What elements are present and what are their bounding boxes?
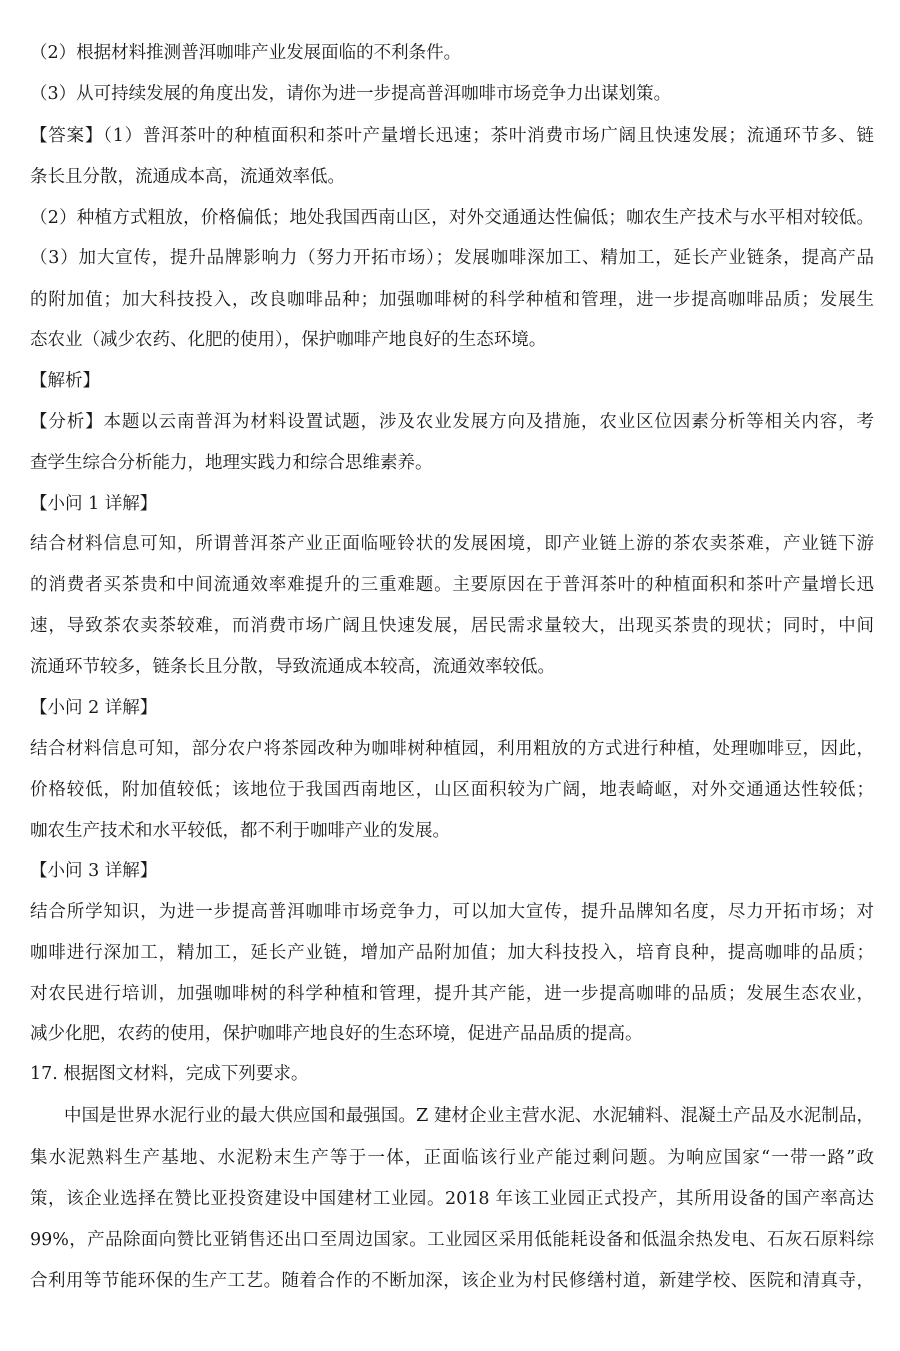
detail-3-line: 减少化肥，农药的使用，保护咖啡产地良好的生态环境，促进产品品质的提高。 xyxy=(30,1024,643,1044)
detail-2-line: 价格较低，附加值较低；该地位于我国西南地区，山区面积较为广阔，地表崎岖，对外交通通达性较低； xyxy=(30,780,874,800)
detail-3-heading: 【小问 3 详解】 xyxy=(30,861,158,881)
detail-2-heading: 【小问 2 详解】 xyxy=(30,698,158,718)
detail-3-line: 咖啡进行深加工，精加工，延长产业链，增加产品附加值；加大科技投入，培育良种，提高咖啡的品质； xyxy=(30,943,874,963)
answer-line: 态农业（减少农药、化肥的使用），保护咖啡产地良好的生态环境。 xyxy=(30,330,547,350)
detail-3-line: 结合所学知识，为进一步提高普洱咖啡市场竞争力，可以加大宣传，提升品牌知名度，尽力开拓市场；对 xyxy=(30,902,874,922)
detail-1-line: 结合材料信息可知，所谓普洱茶产业正面临哑铃状的发展困境，即产业链上游的茶农卖茶难，产业链下游 xyxy=(30,534,874,554)
material-line: 99%，产品除面向赞比亚销售还出口至周边国家。工业园区采用低能耗设备和低温余热发电、石灰石原料综 xyxy=(30,1230,874,1250)
analysis-heading: 【解析】 xyxy=(30,371,100,391)
question-17-title: 17. 根据图文材料，完成下列要求。 xyxy=(30,1064,309,1084)
detail-1-line: 的消费者买茶贵和中间流通效率难提升的三重难题。主要原因在于普洱茶叶的种植面积和茶叶产量增长迅 xyxy=(30,575,874,595)
material-line: 合利用等节能环保的生产工艺。随着合作的不断加深，该企业为村民修缮村道，新建学校、医院和清真寺， xyxy=(30,1271,874,1291)
material-line: 策，该企业选择在赞比亚投资建设中国建材工业园。2018 年该工业园正式投产，其所用设备的国产率高达 xyxy=(30,1189,874,1209)
answer-line: 【答案】（1）普洱茶叶的种植面积和茶叶产量增长迅速；茶叶消费市场广阔且快速发展；流通环节多、链 xyxy=(30,126,874,146)
material-line: 中国是世界水泥行业的最大供应国和最强国。Z 建材企业主营水泥、水泥辅料、混凝土产品及水泥制品， xyxy=(64,1106,874,1126)
answer-line: 的附加值；加大科技投入，改良咖啡品种；加强咖啡树的科学种植和管理，进一步提高咖啡品质；发展生 xyxy=(30,290,874,310)
detail-1-line: 流通环节较多，链条长且分散，导致流通成本较高，流通效率较低。 xyxy=(30,657,555,677)
answer-line: 条长且分散，流通成本高，流通效率低。 xyxy=(30,167,345,187)
detail-3-line: 对农民进行培训，加强咖啡树的科学种植和管理，提升其产能，进一步提高咖啡的品质；发展生态农业， xyxy=(30,984,874,1004)
detail-1-heading: 【小问 1 详解】 xyxy=(30,494,158,514)
material-line: 集水泥熟料生产基地、水泥粉末生产等于一体，正面临该行业产能过剩问题。为响应国家“一带一路”政 xyxy=(30,1148,874,1168)
detail-2-line: 结合材料信息可知，部分农户将茶园改种为咖啡树种植园，利用粗放的方式进行种植，处理咖啡豆，因此， xyxy=(30,739,874,759)
detail-1-line: 速，导致茶农卖茶较难，而消费市场广阔且快速发展，居民需求量较大，出现买茶贵的现状；同时，中间 xyxy=(30,616,874,636)
question-3: （3）从可持续发展的角度出发，请你为进一步提高普洱咖啡市场竞争力出谋划策。 xyxy=(30,84,672,104)
answer-line: （3）加大宣传，提升品牌影响力（努力开拓市场）；发展咖啡深加工、精加工，延长产业链条，提高产品 xyxy=(30,248,874,268)
question-2: （2）根据材料推测普洱咖啡产业发展面临的不利条件。 xyxy=(30,43,462,63)
answer-line: （2）种植方式粗放，价格偏低；地处我国西南山区，对外交通通达性偏低；咖农生产技术与水平相对较低。 xyxy=(30,208,874,228)
analysis-line: 查学生综合分析能力，地理实践力和综合思维素养。 xyxy=(30,453,433,473)
detail-2-line: 咖农生产技术和水平较低，都不利于咖啡产业的发展。 xyxy=(30,821,450,841)
analysis-line: 【分析】本题以云南普洱为材料设置试题，涉及农业发展方向及措施，农业区位因素分析等相关内容，考 xyxy=(30,412,874,432)
